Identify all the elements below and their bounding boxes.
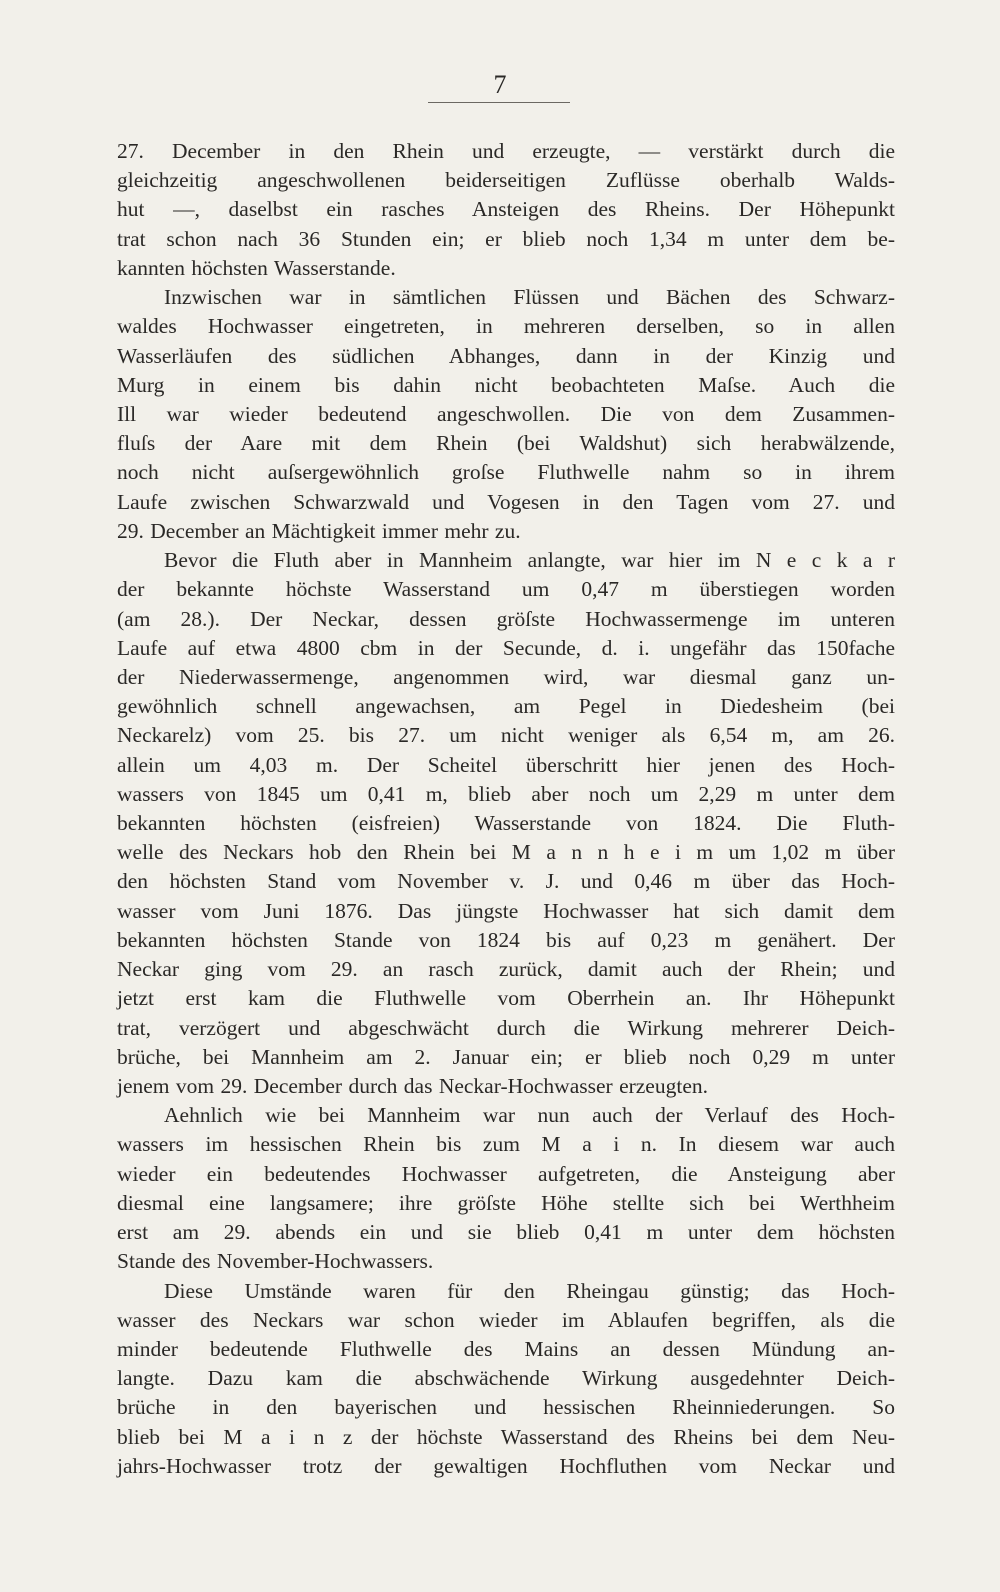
text-line: (am 28.). Der Neckar, dessen gröſste Hochwassermenge im unteren (117, 606, 895, 631)
text-line: Diese Umstände waren für den Rheingau günstig; das Hoch- (164, 1278, 895, 1303)
body-text (117, 137, 895, 1481)
text-line: minder bedeutende Fluthwelle des Mains an dessen Mündung an- (117, 1336, 895, 1361)
text-line: wassers von 1845 um 0,41 m, blieb aber noch um 2,29 m unter dem (117, 781, 895, 806)
text-line: kannten höchsten Wasserstande. (117, 255, 396, 280)
text-line: diesmal eine langsamere; ihre gröſste Höhe stellte sich bei Werthheim (117, 1190, 895, 1215)
text-line: erst am 29. abends ein und sie blieb 0,41 m unter dem höchsten (117, 1220, 895, 1245)
text-line: wieder ein bedeutendes Hochwasser aufgetreten, die Ansteigung aber (117, 1161, 895, 1186)
text-line: Inzwischen war in sämtlichen Flüssen und Bächen des Schwarz- (164, 285, 895, 310)
text-line: jetzt erst kam die Fluthwelle vom Oberrhein an. Ihr Höhepunkt (117, 986, 895, 1011)
text-line: gleichzeitig angeschwollenen beiderseitigen Zuflüsse oberhalb Walds- (117, 168, 895, 193)
page-number: 7 (493, 70, 507, 99)
text-line: langte. Dazu kam die abschwächende Wirkung ausgedehnter Deich- (117, 1366, 895, 1391)
text-line: wasser des Neckars war schon wieder im Ablaufen begriffen, als die (117, 1307, 895, 1332)
text-line: trat schon nach 36 Stunden ein; er blieb noch 1,34 m unter dem be- (117, 226, 895, 251)
text-line: waldes Hochwasser eingetreten, in mehreren derselben, so in allen (117, 314, 895, 339)
text-line: den höchsten Stand vom November v. J. und 0,46 m über das Hoch- (117, 869, 895, 894)
text-line: wasser vom Juni 1876. Das jüngste Hochwasser hat sich damit dem (117, 898, 895, 923)
text-line: gewöhnlich schnell angewachsen, am Pegel in Diedesheim (bei (117, 694, 895, 719)
text-line: noch nicht auſsergewöhnlich groſse Fluthwelle nahm so in ihrem (117, 460, 895, 485)
text-line: Ill war wieder bedeutend angeschwollen. Die von dem Zusammen- (117, 401, 895, 426)
text-line: brüche in den bayerischen und hessischen Rheinniederungen. So (117, 1395, 895, 1420)
text-line: jahrs-Hochwasser trotz der gewaltigen Hochfluthen vom Neckar und (117, 1453, 895, 1478)
text-line: Stande des November-Hochwassers. (117, 1249, 434, 1274)
text-line: allein um 4,03 m. Der Scheitel überschritt hier jenen des Hoch- (117, 752, 895, 777)
text-line: bekannten höchsten Stande von 1824 bis auf 0,23 m genähert. Der (117, 927, 895, 952)
text-line: der bekannte höchste Wasserstand um 0,47 m überstiegen worden (117, 577, 895, 602)
text-line: Neckarelz) vom 25. bis 27. um nicht weniger als 6,54 m, am 26. (117, 723, 895, 748)
text-line: brüche, bei Mannheim am 2. Januar ein; er blieb noch 0,29 m unter (117, 1044, 895, 1069)
text-line: bekannten höchsten (eisfreien) Wasserstande von 1824. Die Fluth- (117, 811, 895, 836)
text-line: trat, verzögert und abgeschwächt durch die Wirkung mehrerer Deich- (117, 1015, 895, 1040)
text-line: Bevor die Fluth aber in Mannheim anlangte, war hier im N e c k a r (164, 548, 895, 573)
text-line: fluſs der Aare mit dem Rhein (bei Waldshut) sich herabwälzende, (117, 431, 895, 456)
text-line: Wasserläufen des südlichen Abhanges, dann in der Kinzig und (117, 343, 895, 368)
text-line: 29. December an Mächtigkeit immer mehr zu. (117, 518, 521, 543)
text-line: Laufe auf etwa 4800 cbm in der Secunde, d. i. ungefähr das 150fache (117, 635, 895, 660)
text-line: welle des Neckars hob den Rhein bei M a n n h e i m um 1,02 m über (117, 840, 895, 865)
header-rule (428, 102, 570, 103)
text-line: Neckar ging vom 29. an rasch zurück, damit auch der Rhein; und (117, 957, 895, 982)
text-line: wassers im hessischen Rhein bis zum M a i n. In diesem war auch (117, 1132, 895, 1157)
text-line: hut —, daselbst ein rasches Ansteigen des Rheins. Der Höhepunkt (117, 197, 895, 222)
text-line: 27. December in den Rhein und erzeugte, — verstärkt durch die (117, 139, 895, 163)
text-line: Laufe zwischen Schwarzwald und Vogesen in den Tagen vom 27. und (117, 489, 895, 514)
text-line: jenem vom 29. December durch das Neckar-Hochwasser erzeugten. (117, 1074, 708, 1098)
text-line: Murg in einem bis dahin nicht beobachteten Maſse. Auch die (117, 372, 895, 397)
text-line: blieb bei M a i n z der höchste Wasserstand des Rheins bei dem Neu- (117, 1424, 895, 1449)
text-line: der Niederwassermenge, angenommen wird, war diesmal ganz un- (117, 664, 895, 689)
text-line: Aehnlich wie bei Mannheim war nun auch der Verlauf des Hoch- (164, 1103, 895, 1128)
